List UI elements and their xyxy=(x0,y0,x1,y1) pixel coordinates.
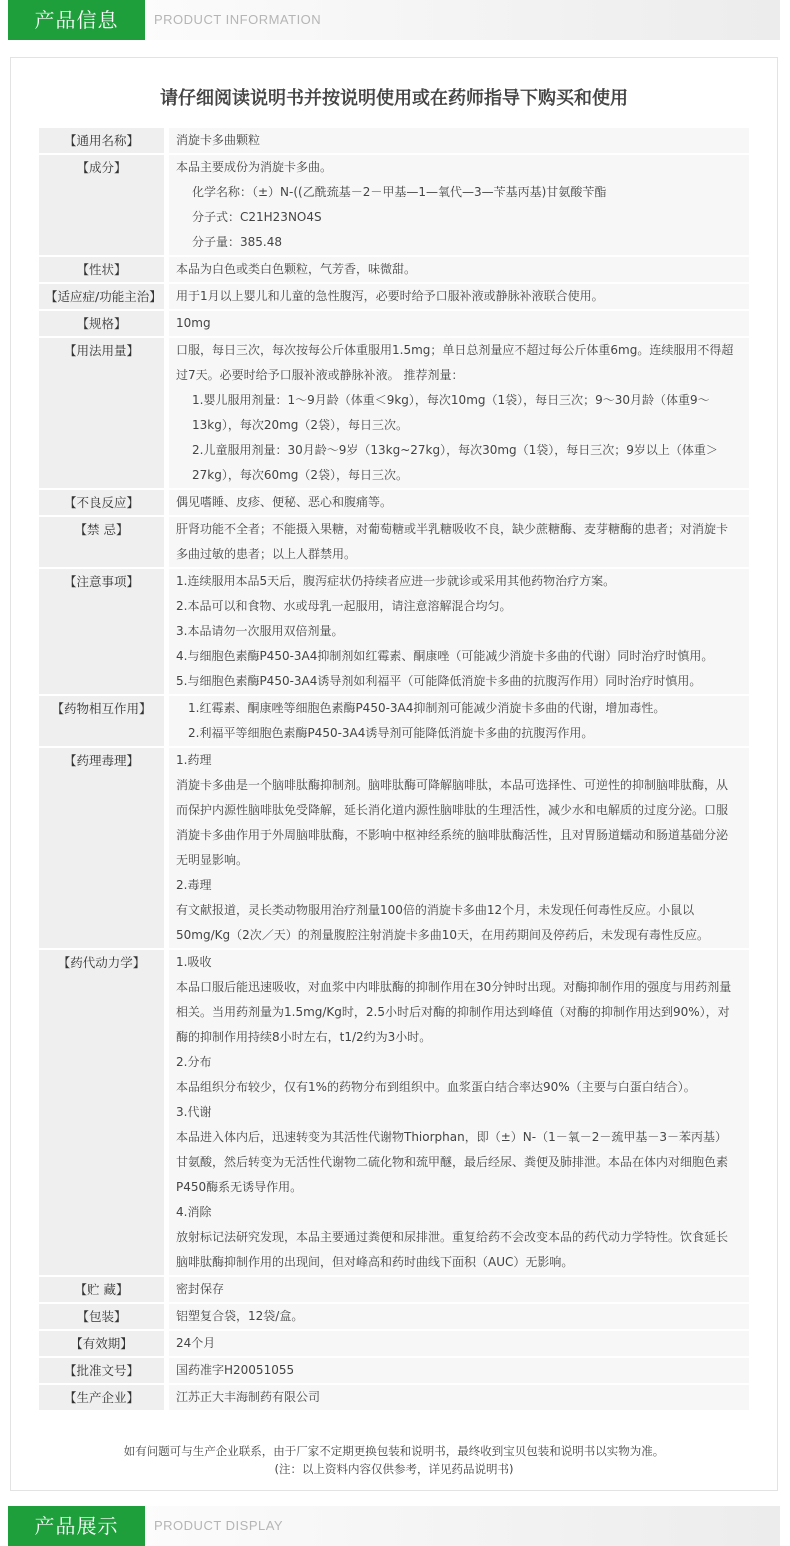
section-header-product-info xyxy=(8,0,780,40)
value-line: 偶见嗜睡、皮疹、便秘、恶心和腹痛等。 xyxy=(176,495,393,509)
row-label: 【注意事项】 xyxy=(39,569,164,694)
instruction-card xyxy=(10,57,778,1491)
footer-note xyxy=(11,1442,777,1478)
info-table xyxy=(39,128,749,1412)
value-line: 铝塑复合袋，12袋/盒。 xyxy=(176,1309,304,1323)
value-line: 2.分布 xyxy=(176,1055,212,1069)
value-line: 1.药理 xyxy=(176,753,212,767)
page-title: 请仔细阅读说明书并按说明使用或在药师指导下购买和使用 xyxy=(160,88,628,109)
value-line: 本品组织分布较少，仅有1%的药物分布到组织中。血浆蛋白结合率达90%（主要与白蛋白结合）。 xyxy=(176,1080,696,1094)
row-value xyxy=(169,490,749,515)
value-line: 10mg xyxy=(176,316,211,330)
value-line: 消旋卡多曲颗粒 xyxy=(176,133,261,147)
value-line: 国药准字H20051055 xyxy=(176,1363,295,1377)
row-label: 【性状】 xyxy=(39,257,164,282)
footer-line-2: (注：以上资料内容仅供参考，详见药品说明书) xyxy=(274,1462,514,1476)
table-row xyxy=(39,311,749,336)
table-row xyxy=(39,696,749,746)
row-label: 【通用名称】 xyxy=(39,128,164,153)
section-title-en: PRODUCT DISPLAY xyxy=(154,1518,284,1533)
value-line: 2.毒理 xyxy=(176,878,212,892)
row-value xyxy=(169,128,749,153)
row-label: 【贮 藏】 xyxy=(39,1277,164,1302)
section-title-en: PRODUCT INFORMATION xyxy=(154,12,322,27)
value-line: 24个月 xyxy=(176,1336,216,1350)
row-value xyxy=(169,257,749,282)
value-subline: 2.利福平等细胞色素酶P450-3A4诱导剂可能降低消旋卡多曲的抗腹泻作用。 xyxy=(188,726,594,740)
value-line: 口服，每日三次，每次按每公斤体重服用1.5mg；单日总剂量应不超过每公斤体重6mg。连续服用不得超过7天。必要时给予口服补液或静脉补液。 推荐剂量： xyxy=(176,343,734,382)
value-line: 3.本品请勿一次服用双倍剂量。 xyxy=(176,624,344,638)
row-label: 【有效期】 xyxy=(39,1331,164,1356)
table-row xyxy=(39,338,749,488)
row-value xyxy=(169,1358,749,1383)
table-row xyxy=(39,257,749,282)
row-value xyxy=(169,284,749,309)
value-line: 5.与细胞色素酶P450-3A4诱导剂如利福平（可能降低消旋卡多曲的抗腹泻作用）同时治疗时慎用。 xyxy=(176,674,702,688)
value-line: 1.连续服用本品5天后，腹泻症状仍持续者应进一步就诊或采用其他药物治疗方案。 xyxy=(176,574,616,588)
value-subline: 1.红霉素、酮康唑等细胞色素酶P450-3A4抑制剂可能减少消旋卡多曲的代谢，增加毒性。 xyxy=(188,701,666,715)
value-line: 用于1月以上婴儿和儿童的急性腹泻，必要时给予口服补液或静脉补液联合使用。 xyxy=(176,289,604,303)
row-label: 【规格】 xyxy=(39,311,164,336)
table-row xyxy=(39,569,749,694)
row-value xyxy=(169,1277,749,1302)
row-value xyxy=(169,569,749,694)
table-row xyxy=(39,1277,749,1302)
row-label: 【禁 忌】 xyxy=(39,517,164,567)
row-value xyxy=(169,748,749,948)
row-label: 【成分】 xyxy=(39,155,164,255)
value-line: 本品主要成份为消旋卡多曲。 xyxy=(176,160,333,174)
table-row xyxy=(39,284,749,309)
table-row xyxy=(39,1358,749,1383)
row-label: 【药物相互作用】 xyxy=(39,696,164,746)
row-value xyxy=(169,311,749,336)
table-row xyxy=(39,490,749,515)
row-label: 【适应症/功能主治】 xyxy=(39,284,164,309)
table-row xyxy=(39,128,749,153)
row-label: 【包装】 xyxy=(39,1304,164,1329)
value-line: 3.代谢 xyxy=(176,1105,212,1119)
row-value xyxy=(169,517,749,567)
section-title-cn: 产品展示 xyxy=(8,1506,145,1546)
row-label: 【批准文号】 xyxy=(39,1358,164,1383)
section-title-cn: 产品信息 xyxy=(8,0,145,40)
row-label: 【用法用量】 xyxy=(39,338,164,488)
value-subline: 2.儿童服用剂量：30月龄～9岁（13kg~27kg），每次30mg（1袋），每日三次；9岁以上（体重＞27kg），每次60mg（2袋），每日三次。 xyxy=(192,443,718,482)
value-line: 有文献报道，灵长类动物服用治疗剂量100倍的消旋卡多曲12个月，未发现任何毒性反应。小鼠以50mg/Kg（2次／天）的剂量腹腔注射消旋卡多曲10天，在用药期间及停药后，未发现有毒性反应。 xyxy=(176,903,710,942)
section-header-product-display xyxy=(8,1506,780,1546)
row-value xyxy=(169,1304,749,1329)
row-label: 【药代动力学】 xyxy=(39,950,164,1275)
value-subline: 1.婴儿服用剂量：1～9月龄（体重＜9kg），每次10mg（1袋），每日三次；9～30月龄（体重9～13kg），每次20mg（2袋），每日三次。 xyxy=(192,393,710,432)
value-line: 本品进入体内后，迅速转变为其活性代谢物Thiorphan，即（±）N-（1－氧－2－巯甲基－3－苯丙基）甘氨酸，然后转变为无活性代谢物二硫化物和巯甲醚，最后经尿、粪便及肺排泄。本品在体内对细胞色素P450酶系无诱导作用。 xyxy=(176,1130,729,1194)
row-label: 【药理毒理】 xyxy=(39,748,164,948)
row-value xyxy=(169,696,749,746)
value-line: 2.本品可以和食物、水或母乳一起服用，请注意溶解混合均匀。 xyxy=(176,599,512,613)
row-label: 【生产企业】 xyxy=(39,1385,164,1410)
table-row xyxy=(39,950,749,1275)
value-line: 密封保存 xyxy=(176,1282,225,1296)
value-subline: 化学名称：（±）N-((乙酰巯基－2－甲基—1—氧代—3—苄基丙基)甘氨酸苄酯 xyxy=(192,185,607,199)
value-line: 4.与细胞色素酶P450-3A4抑制剂如红霉素、酮康唑（可能减少消旋卡多曲的代谢）同时治疗时慎用。 xyxy=(176,649,714,663)
table-row xyxy=(39,748,749,948)
row-value xyxy=(169,155,749,255)
row-value xyxy=(169,1385,749,1410)
value-subline: 分子量：385.48 xyxy=(192,235,282,249)
row-value xyxy=(169,338,749,488)
value-line: 消旋卡多曲是一个脑啡肽酶抑制剂。脑啡肽酶可降解脑啡肽，本品可选择性、可逆性的抑制脑啡肽酶，从而保护内源性脑啡肽免受降解，延长消化道内源性脑啡肽的生理活性，减少水和电解质的过度分泌。口服消旋卡多曲作用于外周脑啡肽酶，不影响中枢神经系统的脑啡肽酶活性，且对胃肠道蠕动和肠道基础分泌无明显影响。 xyxy=(176,778,729,867)
value-line: 江苏正大丰海制药有限公司 xyxy=(176,1390,321,1404)
value-line: 放射标记法研究发现，本品主要通过粪便和尿排泄。重复给药不会改变本品的药代动力学特性。饮食延长脑啡肽酶抑制作用的出现间，但对峰高和药时曲线下面积（AUC）无影响。 xyxy=(176,1230,729,1269)
value-subline: 分子式：C21H23NO4S xyxy=(192,210,322,224)
table-row xyxy=(39,1385,749,1410)
value-line: 本品口服后能迅速吸收，对血浆中内啡肽酶的抑制作用在30分钟时出现。对酶抑制作用的强度与用药剂量相关。当用药剂量为1.5mg/Kg时，2.5小时后对酶的抑制作用达到峰值（对酶的抑制作用达到90%），对酶的抑制作用持续8小时左右，t1/2约为3小时。 xyxy=(176,980,732,1044)
row-value xyxy=(169,1331,749,1356)
table-row xyxy=(39,517,749,567)
value-line: 肝肾功能不全者；不能摄入果糖，对葡萄糖或半乳糖吸收不良，缺少蔗糖酶、麦芽糖酶的患者；对消旋卡多曲过敏的患者；以上人群禁用。 xyxy=(176,522,729,561)
row-label: 【不良反应】 xyxy=(39,490,164,515)
table-row xyxy=(39,1331,749,1356)
value-line: 4.消除 xyxy=(176,1205,212,1219)
table-row xyxy=(39,1304,749,1329)
value-line: 本品为白色或类白色颗粒，气芳香，味微甜。 xyxy=(176,262,417,276)
value-line: 1.吸收 xyxy=(176,955,212,969)
row-value xyxy=(169,950,749,1275)
table-row xyxy=(39,155,749,255)
footer-line-1: 如有问题可与生产企业联系，由于厂家不定期更换包装和说明书，最终收到宝贝包装和说明书以实物为准。 xyxy=(123,1444,665,1458)
